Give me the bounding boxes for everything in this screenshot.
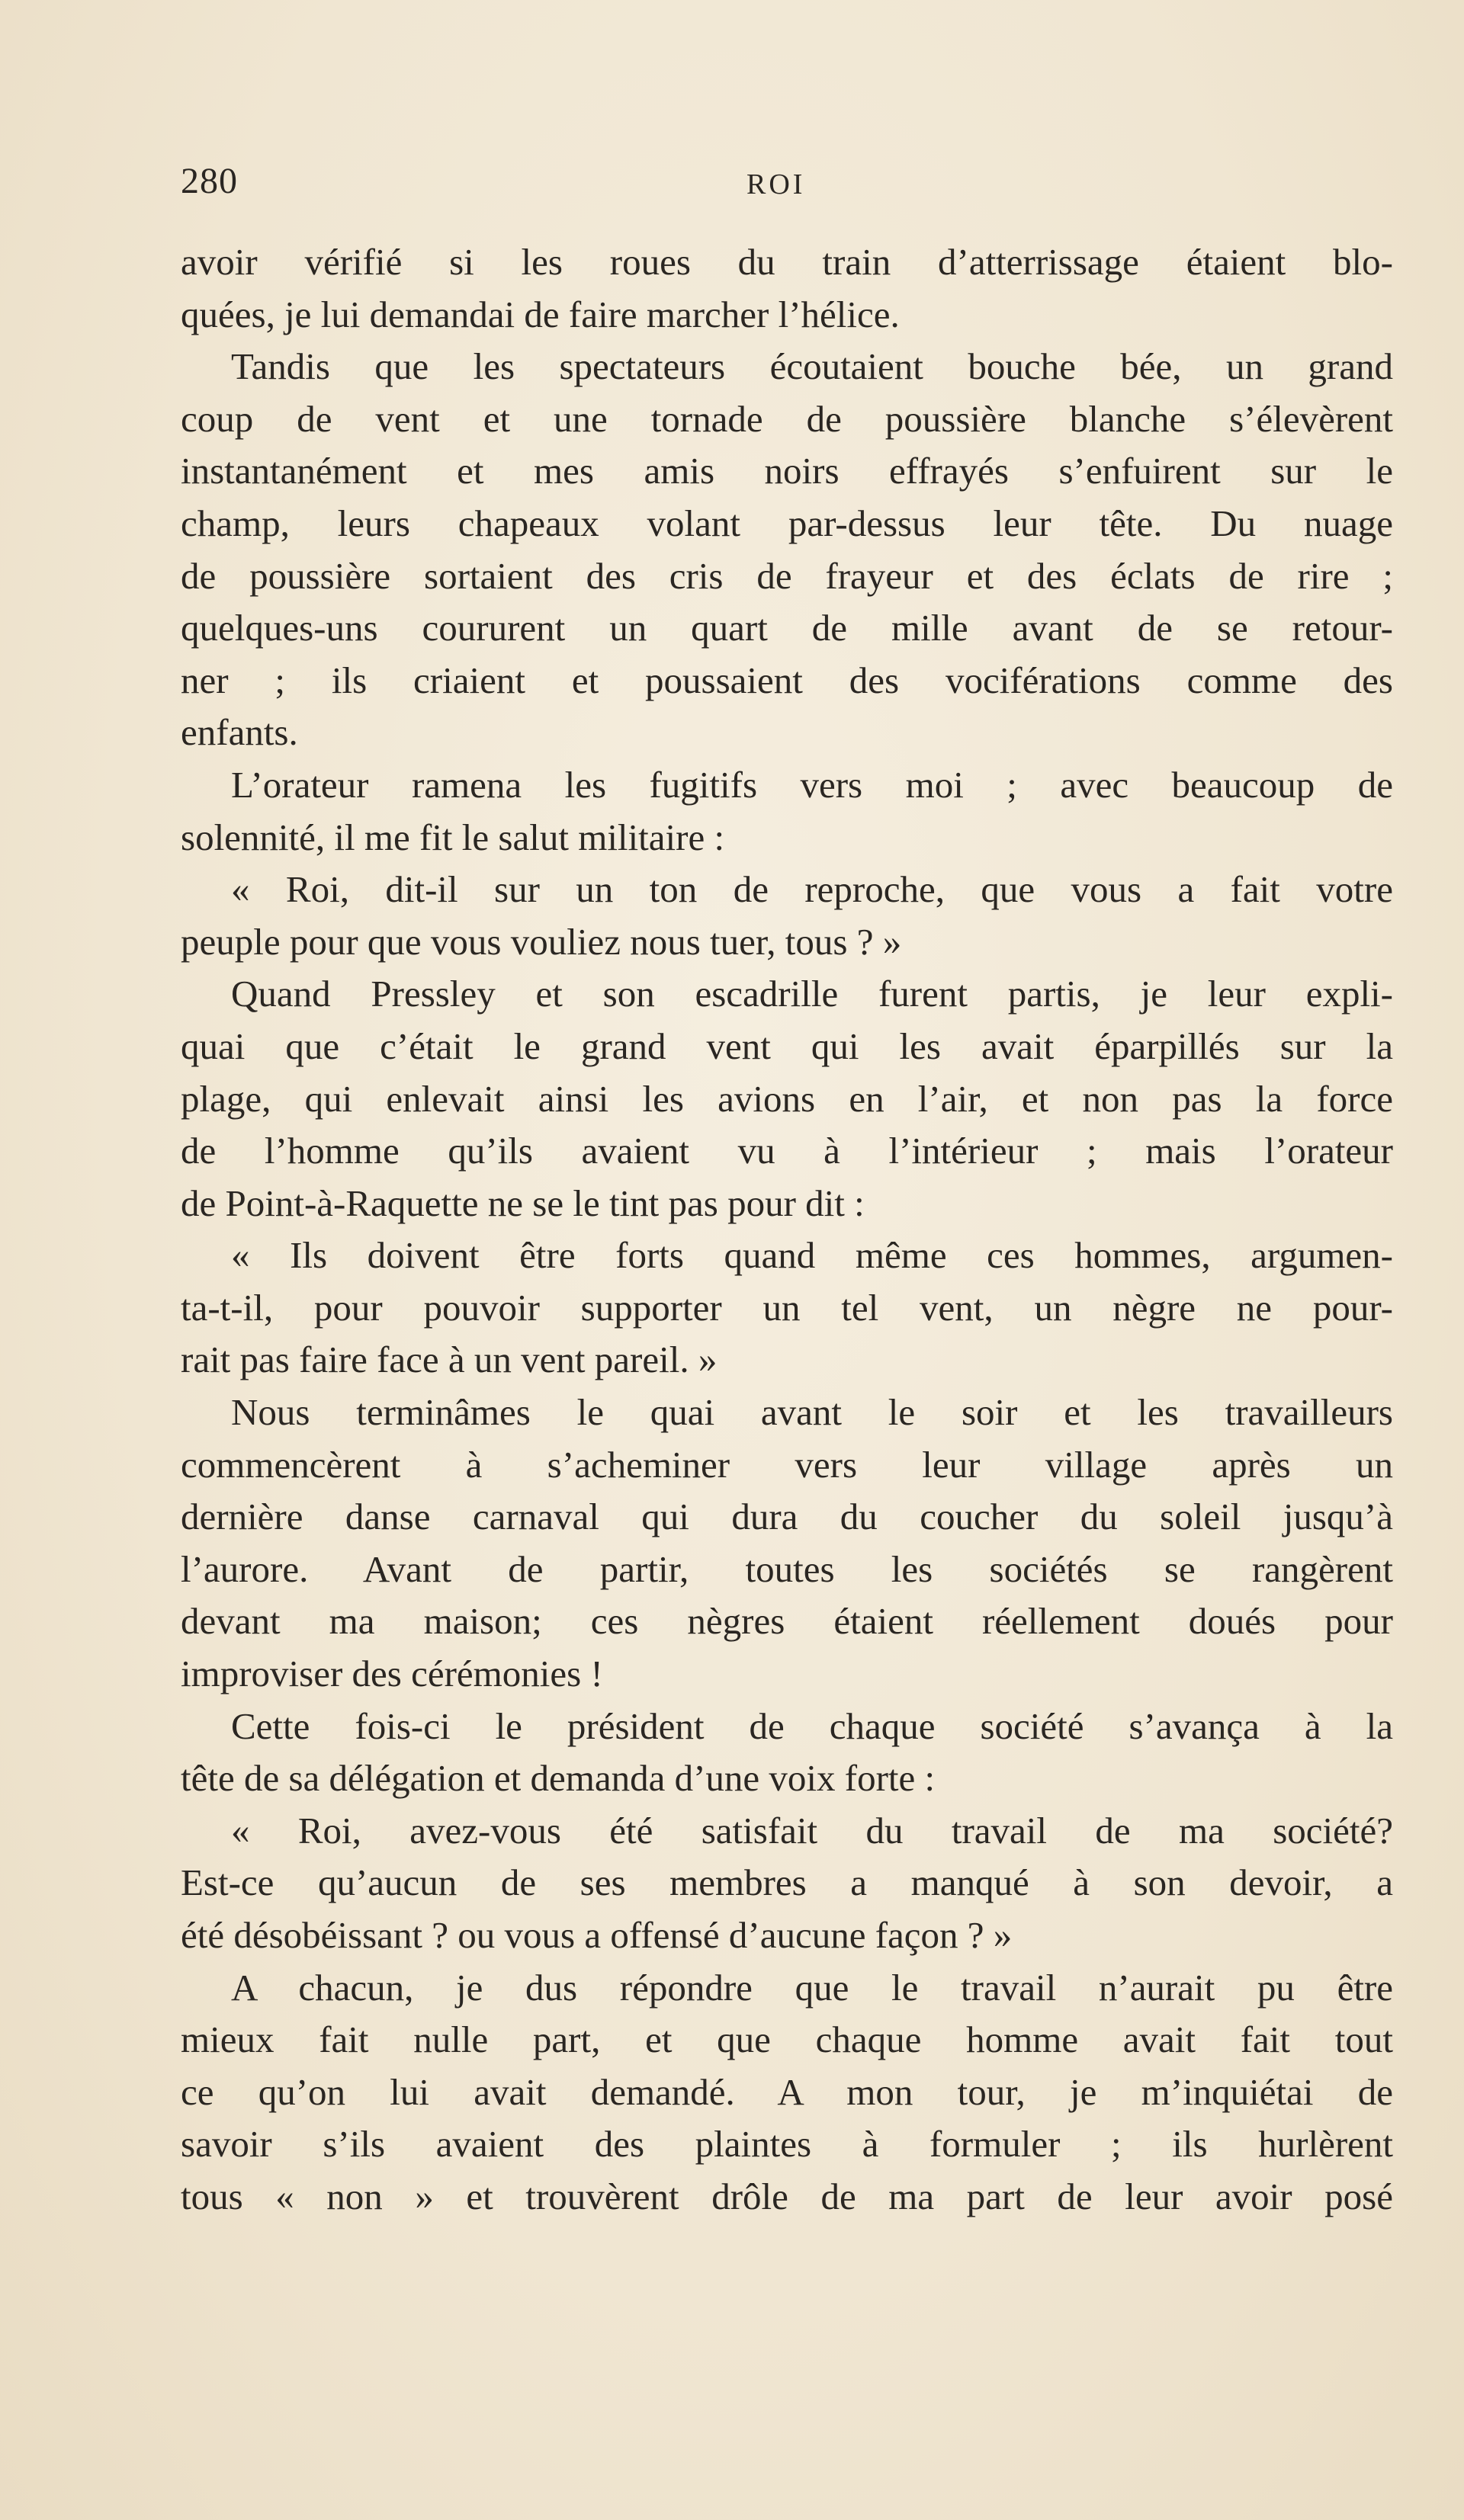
- text-line: été désobéissant ? ou vous a offensé d’aucune façon ? »: [181, 1914, 1013, 1956]
- text-line: ner ; ils criaient et poussaient des vociférations comme des: [181, 659, 1393, 701]
- text-line: tous « non » et trouvèrent drôle de ma part de leur avoir posé: [181, 2175, 1393, 2217]
- text-line: l’aurore. Avant de partir, toutes les sociétés se rangèrent: [181, 1547, 1393, 1590]
- body-text: [181, 236, 1393, 2223]
- text-line: tête de sa délégation et demanda d’une voix forte :: [181, 1757, 936, 1800]
- text-line: plage, qui enlevait ainsi les avions en l’air, et non pas la force: [181, 1077, 1393, 1120]
- text-line: Est-ce qu’aucun de ses membres a manqué à son devoir, a: [181, 1861, 1393, 1904]
- text-line: ce qu’on lui avait demandé. A mon tour, je m’inquiétai de: [181, 2070, 1393, 2113]
- text-line: instantanément et mes amis noirs effrayés s’enfuirent sur le: [181, 450, 1393, 492]
- text-line: devant ma maison; ces nègres étaient réellement doués pour: [181, 1600, 1393, 1643]
- text-line: A chacun, je dus répondre que le travail n’aurait pu être: [231, 1966, 1393, 2009]
- text-line: de Point-à-Raquette ne se le tint pas pour dit :: [181, 1181, 865, 1224]
- text-line: ta-t-il, pour pouvoir supporter un tel vent, un nègre ne pour-: [181, 1286, 1393, 1329]
- text-line: dernière danse carnaval qui dura du coucher du soleil jusqu’à: [181, 1496, 1393, 1538]
- text-line: « Roi, avez-vous été satisfait du travail de ma société?: [231, 1809, 1393, 1852]
- text-line: Nous terminâmes le quai avant le soir et les travailleurs: [231, 1391, 1393, 1434]
- text-line: mieux fait nulle part, et que chaque homme avait fait tout: [181, 2018, 1393, 2061]
- text-line: L’orateur ramena les fugitifs vers moi ; avec beaucoup de: [231, 763, 1393, 806]
- text-line: commencèrent à s’acheminer vers leur village après un: [181, 1443, 1393, 1486]
- text-line: Quand Pressley et son escadrille furent partis, je leur expli-: [231, 973, 1393, 1015]
- text-line: « Ils doivent être forts quand même ces hommes, argumen-: [231, 1234, 1393, 1277]
- text-line: improviser des cérémonies !: [181, 1653, 603, 1695]
- text-line: coup de vent et une tornade de poussière blanche s’élevèrent: [181, 397, 1393, 440]
- text-line: quelques-uns coururent un quart de mille avant de se retour-: [181, 607, 1393, 649]
- text-line: Tandis que les spectateurs écoutaient bouche bée, un grand: [231, 345, 1393, 388]
- text-line: enfants.: [181, 711, 298, 754]
- running-title: ROI: [746, 168, 806, 200]
- text-line: Cette fois-ci le président de chaque société s’avança à la: [231, 1704, 1393, 1747]
- text-line: solennité, il me fit le salut militaire :: [181, 816, 725, 858]
- text-line: champ, leurs chapeaux volant par-dessus leur tête. Du nuage: [181, 502, 1393, 544]
- text-line: rait pas faire face à un vent pareil. »: [181, 1339, 718, 1381]
- text-line: de poussière sortaient des cris de frayeur et des éclats de rire ;: [181, 554, 1393, 597]
- text-line: savoir s’ils avaient des plaintes à formuler ; ils hurlèrent: [181, 2123, 1393, 2166]
- text-line: de l’homme qu’ils avaient vu à l’intérieur ; mais l’orateur: [181, 1130, 1393, 1172]
- text-line: quées, je lui demandai de faire marcher l’hélice.: [181, 293, 900, 335]
- text-line: avoir vérifié si les roues du train d’atterrissage étaient blo-: [181, 241, 1393, 283]
- text-line: « Roi, dit-il sur un ton de reproche, que vous a fait votre: [231, 868, 1393, 911]
- text-line: quai que c’était le grand vent qui les avait éparpillés sur la: [181, 1024, 1393, 1067]
- running-head: [181, 160, 1393, 206]
- text-line: peuple pour que vous vouliez nous tuer, tous ? »: [181, 920, 902, 963]
- page-number: 280: [181, 161, 238, 201]
